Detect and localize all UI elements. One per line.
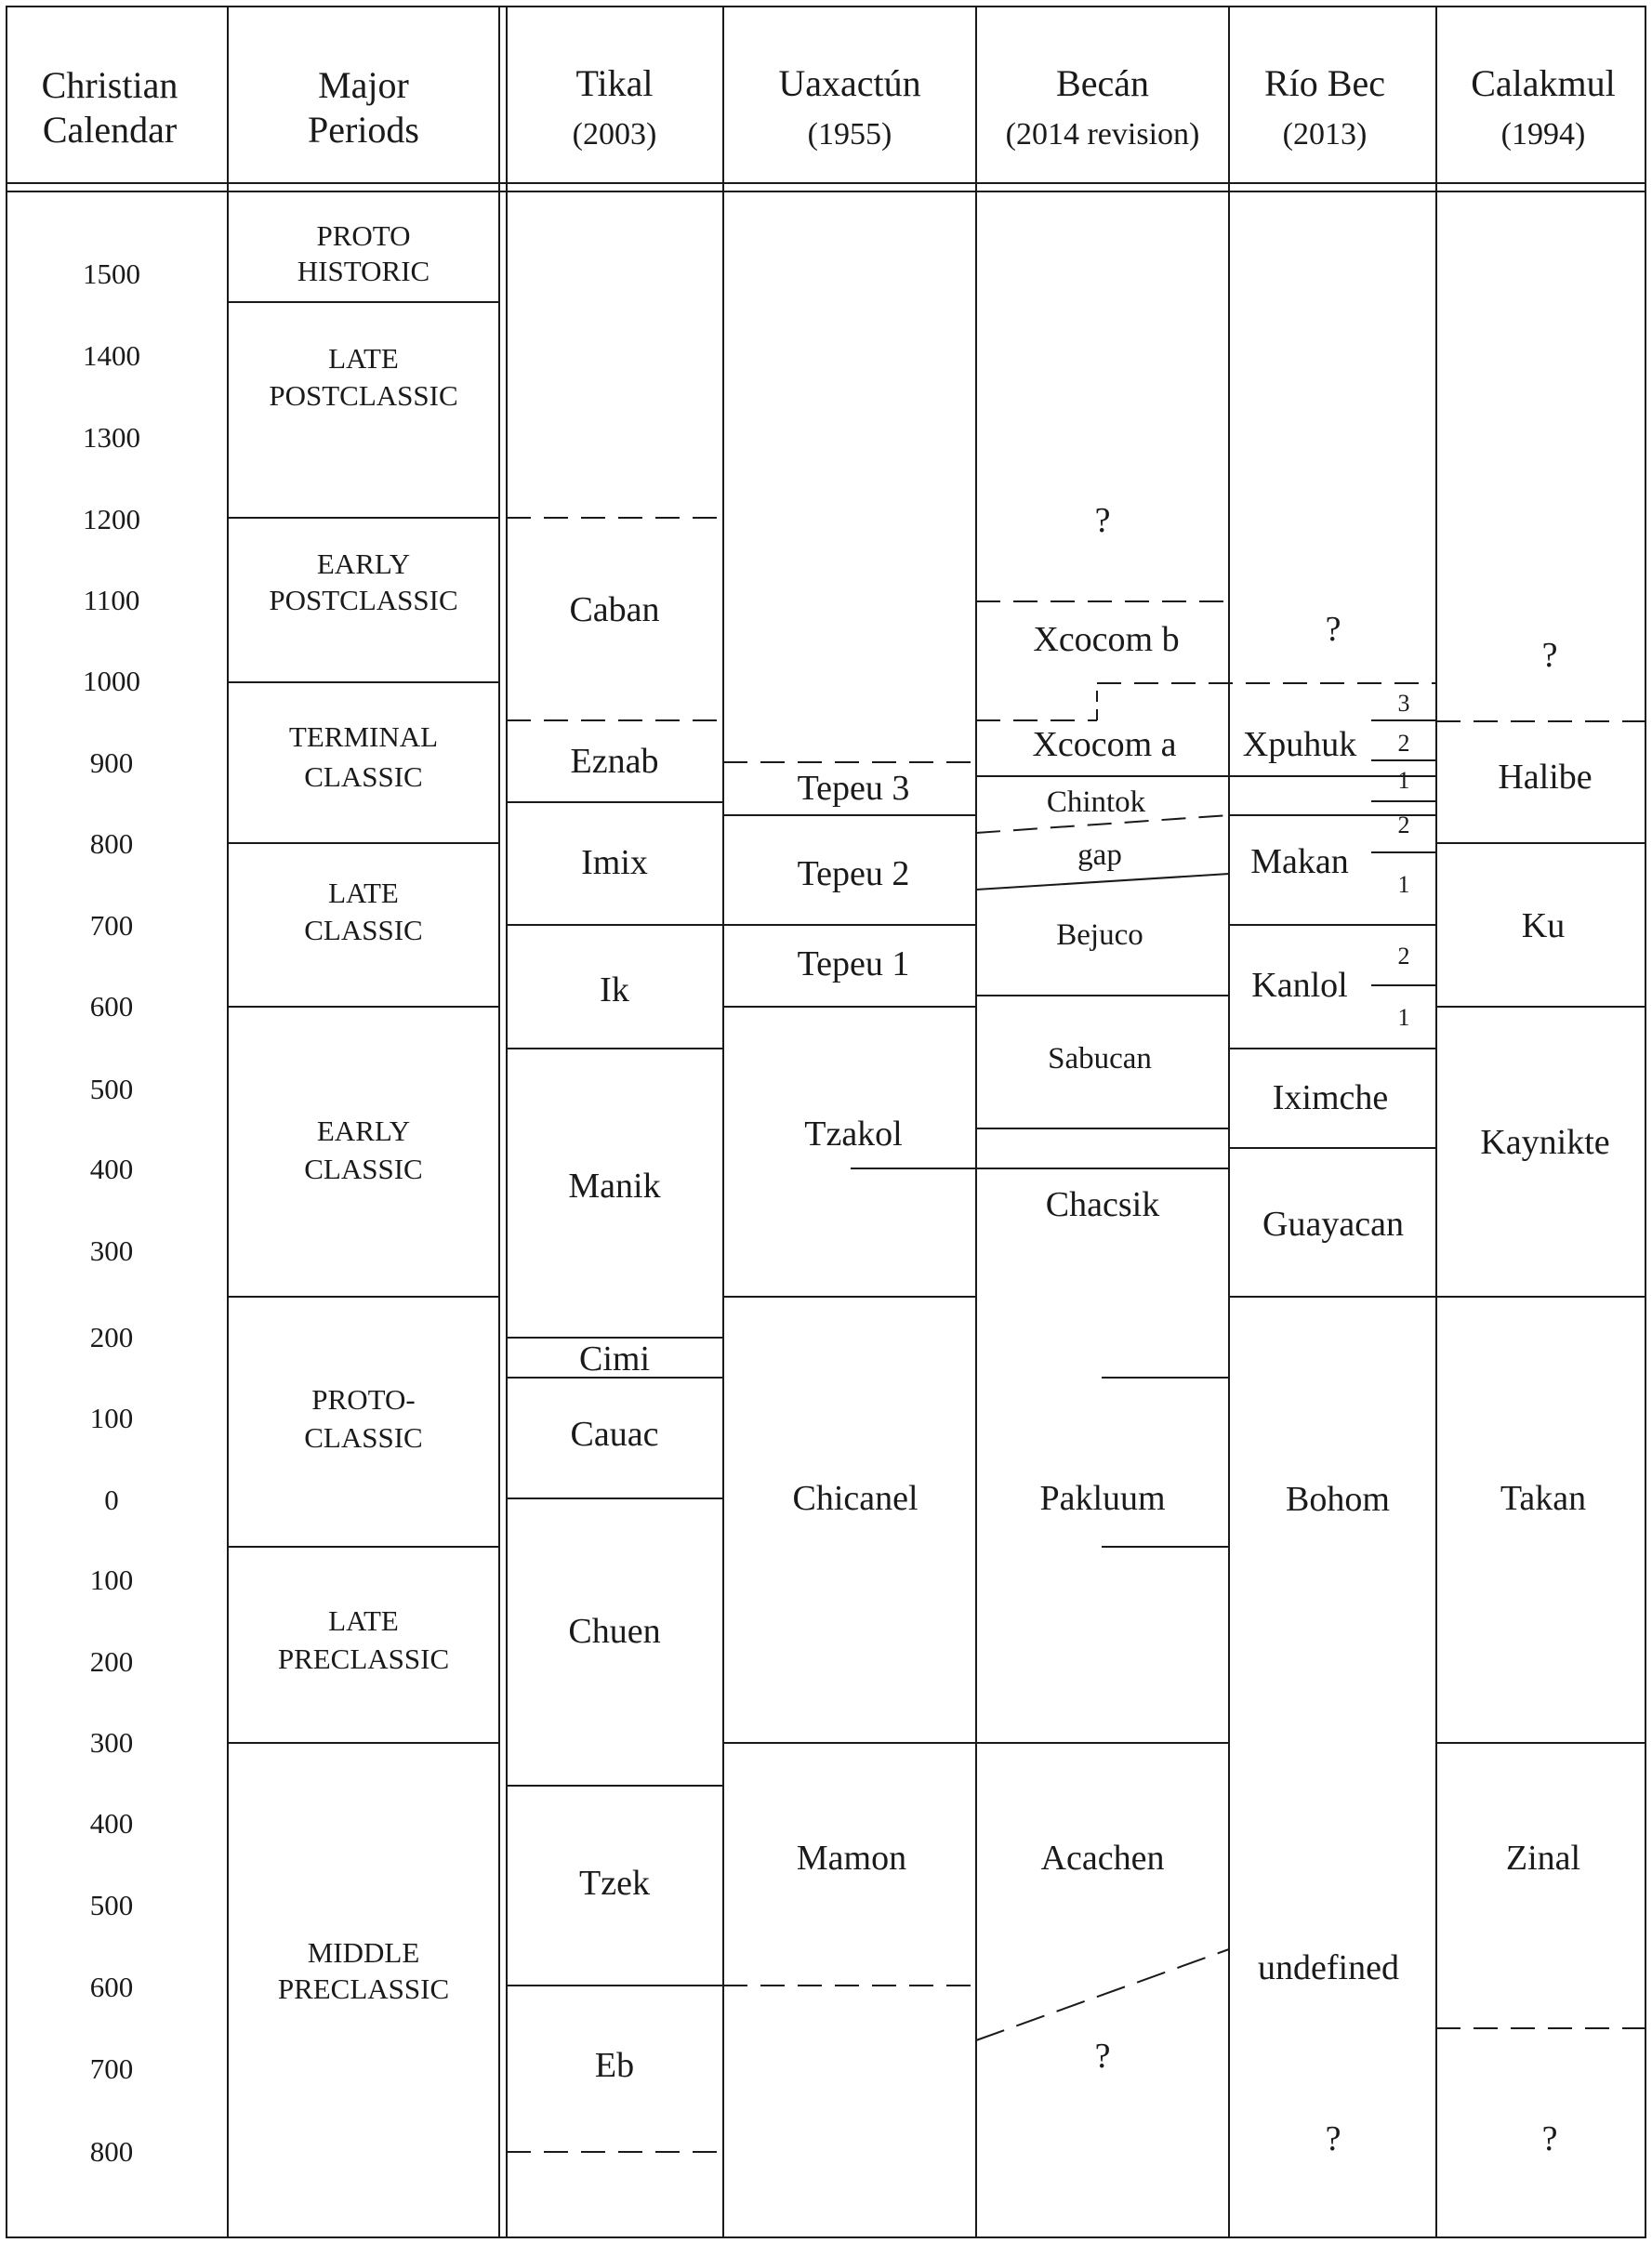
becan-phase-acachen: Acachen: [1040, 1839, 1165, 1878]
header-major-periods-line1: Major: [318, 64, 409, 106]
header-christian-calendar-line2: Calendar: [42, 109, 178, 151]
calakmul-phase-kaynikte: Kaynikte: [1480, 1123, 1610, 1162]
period-early-classic-line2: CLASSIC: [304, 1153, 423, 1185]
becan-uncertain-top: ?: [1094, 501, 1111, 540]
calendar-year: 300: [89, 1234, 134, 1267]
calakmul-phase-halibe: Halibe: [1498, 758, 1593, 797]
calakmul-uncertain-top: ?: [1541, 636, 1558, 675]
rio-bec-phase-guayacan: Guayacan: [1262, 1205, 1404, 1244]
rio-bec-subphase: 1: [1397, 767, 1410, 794]
calendar-year: 200: [89, 1321, 134, 1353]
calendar-year: 0: [104, 1484, 119, 1516]
calendar-year: 600: [89, 990, 134, 1023]
uaxactun-phase-mamon: Mamon: [796, 1839, 907, 1878]
header-calakmul-name: Calakmul: [1471, 62, 1616, 104]
calakmul-phase-zinal: Zinal: [1505, 1839, 1581, 1878]
tikal-phase-caban: Caban: [569, 590, 660, 629]
period-protoclassic-line2: CLASSIC: [304, 1421, 423, 1454]
tikal-phase-eb: Eb: [594, 2046, 635, 2085]
rio-bec-phase-makan: Makan: [1250, 842, 1349, 881]
calakmul-phase-ku: Ku: [1521, 906, 1566, 945]
period-late-postclassic-line1: LATE: [328, 342, 399, 375]
calendar-year: 1500: [83, 257, 140, 290]
calendar-year: 700: [89, 909, 134, 942]
period-early-postclassic-line2: POSTCLASSIC: [269, 584, 458, 616]
period-terminal-classic-line1: TERMINAL: [288, 720, 439, 753]
calendar-year: 400: [89, 1807, 134, 1840]
rio-bec-subphase: 3: [1397, 690, 1410, 717]
header-uaxactun-name: Uaxactún: [778, 62, 921, 104]
calendar-year: 100: [89, 1564, 134, 1596]
becan-phase-chintok: Chintok: [1046, 785, 1146, 819]
calendar-year: 500: [89, 1073, 134, 1105]
becan-phase-sabucan: Sabucan: [1048, 1042, 1152, 1075]
uaxactun-phase-chicanel: Chicanel: [792, 1479, 919, 1518]
calendar-year: 1400: [83, 339, 140, 372]
uaxactun-phase-tepeu-3: Tepeu 3: [797, 769, 910, 808]
calendar-year: 400: [89, 1153, 134, 1185]
header-tikal-date: (2003): [572, 117, 657, 152]
rio-bec-uncertain-top: ?: [1325, 610, 1341, 649]
rio-bec-phase-kanlol: Kanlol: [1251, 966, 1348, 1005]
header-becan-name: Becán: [1056, 62, 1149, 104]
tikal-phase-eznab: Eznab: [570, 742, 659, 781]
rio-bec-subphase: 2: [1397, 811, 1410, 838]
header-major-periods-line2: Periods: [308, 109, 419, 151]
uaxactun-phase-tepeu-2: Tepeu 2: [797, 854, 910, 893]
period-proto-historic-line2: HISTORIC: [297, 255, 430, 287]
calendar-year: 700: [89, 2052, 134, 2085]
period-early-postclassic-line1: EARLY: [316, 548, 411, 580]
becan-phase-gap: gap: [1077, 838, 1122, 872]
rio-bec-phase-iximche: Iximche: [1272, 1078, 1389, 1117]
calendar-year: 500: [89, 1889, 134, 1921]
header-calakmul-date: (1994): [1500, 117, 1586, 152]
calendar-year: 1000: [83, 665, 140, 697]
calendar-year: 200: [89, 1645, 134, 1678]
header-rio-bec-name: Río Bec: [1264, 62, 1385, 104]
rio-bec-subphase: 1: [1397, 871, 1410, 898]
calakmul-uncertain-bottom: ?: [1541, 2119, 1558, 2158]
rio-bec-subphase: 2: [1397, 943, 1410, 970]
rio-bec-phase-bohom: Bohom: [1286, 1480, 1390, 1519]
period-middle-preclassic-line2: PRECLASSIC: [277, 1973, 450, 2005]
calendar-year: 600: [89, 1971, 134, 2003]
period-terminal-classic-line2: CLASSIC: [304, 760, 423, 793]
period-protoclassic-line1: PROTO-: [311, 1383, 416, 1416]
period-proto-historic-line1: PROTO: [316, 219, 411, 252]
period-early-classic-line1: EARLY: [316, 1115, 411, 1147]
calendar-year: 800: [89, 2135, 134, 2168]
period-middle-preclassic-line1: MIDDLE: [307, 1936, 420, 1969]
period-late-postclassic-line2: POSTCLASSIC: [269, 379, 458, 412]
becan-phase-xcocom-b: Xcocom b: [1033, 620, 1180, 659]
uaxactun-phase-tzakol: Tzakol: [804, 1115, 903, 1154]
header-tikal-name: Tikal: [575, 62, 654, 104]
tikal-phase-cauac: Cauac: [570, 1415, 659, 1454]
calendar-year: 100: [89, 1402, 134, 1434]
becan-phase-xcocom-a: Xcocom a: [1032, 725, 1177, 764]
rio-bec-phase-undefined: undefined: [1258, 1948, 1399, 1987]
period-late-classic-line2: CLASSIC: [304, 914, 423, 946]
period-late-preclassic-line1: LATE: [328, 1604, 399, 1637]
becan-uncertain-bottom: ?: [1094, 2037, 1111, 2076]
rio-bec-subphase: 2: [1397, 730, 1410, 757]
calakmul-phase-takan: Takan: [1500, 1479, 1587, 1518]
rio-bec-subphase: 1: [1397, 1004, 1410, 1031]
header-becan-date: (2014 revision): [1005, 117, 1200, 152]
rio-bec-phase-xpuhuk: Xpuhuk: [1242, 725, 1357, 764]
period-late-preclassic-line2: PRECLASSIC: [277, 1643, 450, 1675]
calendar-year: 300: [89, 1726, 134, 1759]
becan-phase-chacsik: Chacsik: [1045, 1185, 1160, 1224]
calendar-year: 1300: [83, 421, 140, 454]
header-rio-bec-date: (2013): [1282, 117, 1368, 152]
tikal-phase-imix: Imix: [581, 843, 648, 882]
tikal-phase-ik: Ik: [600, 970, 629, 1009]
calendar-year: 1100: [83, 584, 140, 616]
tikal-phase-tzek: Tzek: [579, 1864, 650, 1903]
calendar-year: 900: [89, 746, 134, 779]
uaxactun-phase-tepeu-1: Tepeu 1: [797, 944, 910, 983]
calendar-year: 800: [89, 827, 134, 860]
header-uaxactun-date: (1955): [807, 117, 892, 152]
tikal-phase-manik: Manik: [568, 1167, 661, 1206]
rio-bec-uncertain-bottom: ?: [1325, 2119, 1341, 2158]
tikal-phase-chuen: Chuen: [568, 1612, 661, 1651]
tikal-phase-cimi: Cimi: [578, 1339, 651, 1379]
becan-phase-bejuco: Bejuco: [1056, 918, 1143, 952]
header-christian-calendar-line1: Christian: [41, 64, 178, 106]
calendar-year: 1200: [83, 503, 140, 535]
period-late-classic-line1: LATE: [328, 877, 399, 909]
becan-phase-pakluum: Pakluum: [1039, 1479, 1166, 1518]
